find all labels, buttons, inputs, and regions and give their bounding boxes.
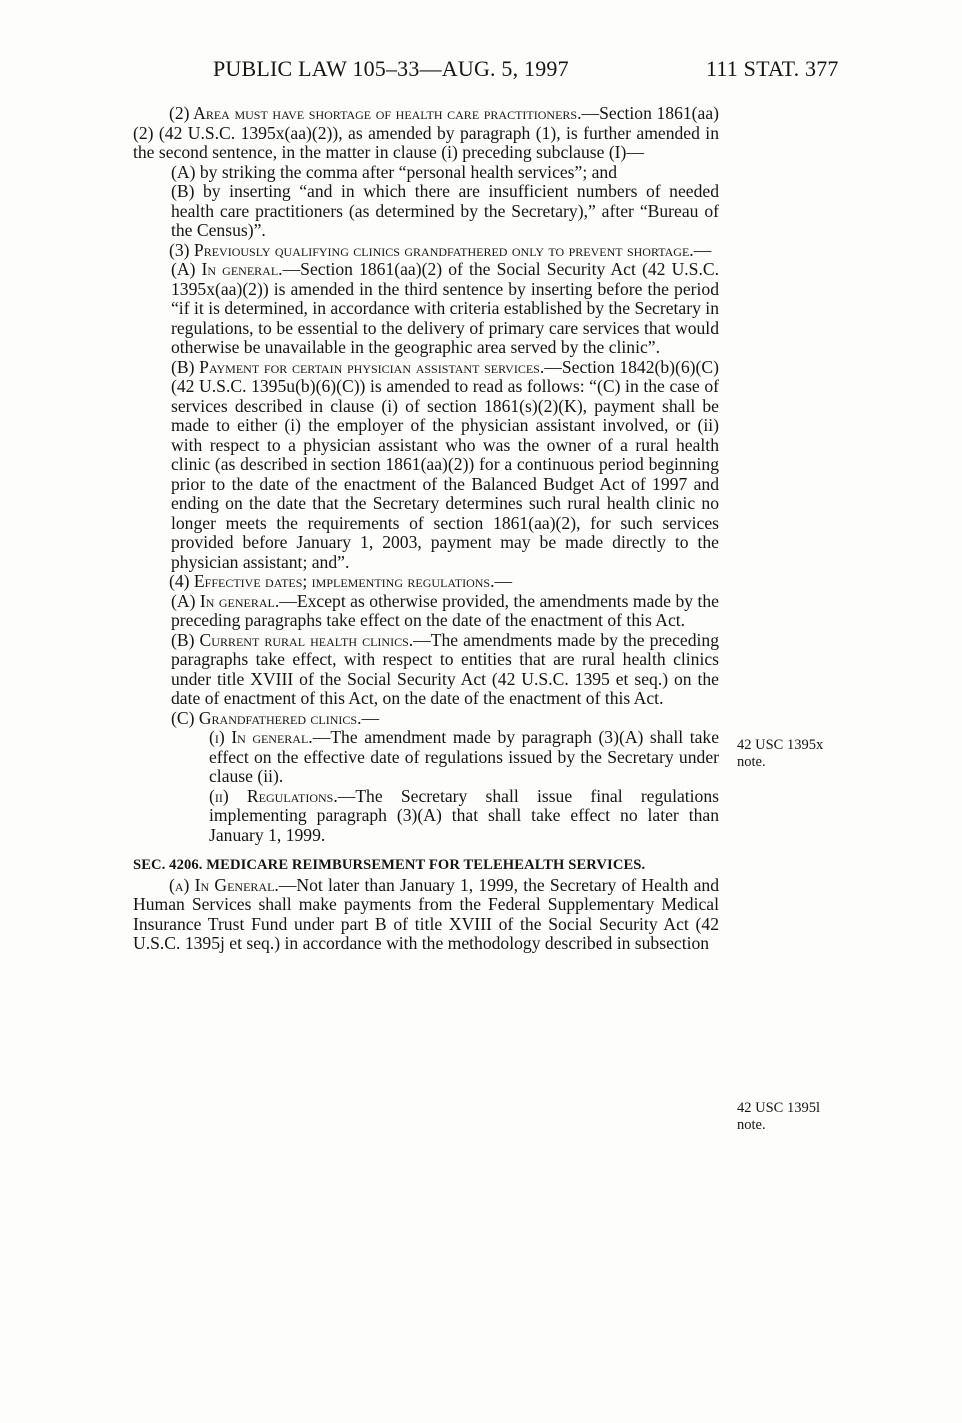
margin-note-1 (737, 737, 823, 771)
paragraph-text: —The Secretary shall issue final regulations implementing paragraph (3)(A) that shall take effect no later than January 1, 1999. (209, 785, 719, 845)
subparagraph-4b (133, 631, 719, 709)
paragraph-2 (133, 104, 719, 163)
section-heading: SEC. 4206. MEDICARE REIMBURSEMENT FOR TELEHEALTH SERVICES. (133, 857, 646, 873)
running-header-left: PUBLIC LAW 105–33—AUG. 5, 1997 (213, 56, 569, 81)
body-text (133, 104, 719, 954)
subparagraph-4a (133, 592, 719, 631)
paragraph-heading: (B) Payment for certain physician assistant services. (171, 356, 545, 377)
margin-note-label: note. (737, 1117, 766, 1133)
paragraph-text: — (693, 239, 712, 260)
margin-note-2 (737, 1100, 820, 1134)
paragraph-heading: (a) In General. (169, 874, 279, 895)
paragraph-heading: (3) Previously qualifying clinics grandfathered only to prevent shortage. (169, 239, 694, 260)
paragraph-text: — (494, 571, 513, 591)
paragraph-text: —The amendments made by the preceding paragraphs take effect, with respect to entities that are rural health clinics under title XVIII of the Social Security Act (42 U.S.C. 1395 et seq.) on the date of enactment of this Act, on the date of the enactment of this Act. (171, 629, 719, 708)
paragraph-text: — (361, 707, 380, 728)
subparagraph-2b: (B) by inserting “and in which there are insufficient numbers of needed health care practitioners (as determined by the Secretary),” after “Bureau of the Census)”. (171, 181, 719, 240)
subparagraph-3b (133, 358, 719, 573)
subparagraph-3a (133, 260, 719, 358)
margin-note-label: note. (737, 754, 766, 770)
subparagraph-2a: (A) by striking the comma after “personal health services”; and (171, 161, 618, 182)
margin-note-citation: 42 USC 1395x (737, 737, 824, 753)
paragraph-text: —Not later than January 1, 1999, the Secretary of Health and Human Services shall make payments from the Federal Supplementary Medical Insurance Trust Fund under part B of title XVIII of the Social Security Act (42 U.S.C. 1395j et seq.) in accordance with the methodology described in subsection (133, 874, 719, 953)
paragraph-heading: (C) Grandfathered clinics. (171, 707, 362, 728)
paragraph-heading: (2) Area must have shortage of health care practitioners. (169, 103, 582, 123)
paragraph-heading: (B) Current rural health clinics. (171, 629, 414, 650)
paragraph-text: —The amendment made by paragraph (3)(A) shall take effect on the effective date of regulations issued by the Secretary under clause (ii). (209, 727, 719, 786)
margin-note-citation: 42 USC 1395l (737, 1100, 820, 1116)
paragraph-heading: (A) In general. (171, 590, 280, 611)
paragraph-heading: (4) Effective dates; implementing regulations. (169, 571, 495, 591)
subparagraph-4c (133, 709, 719, 729)
paragraph-text: —Section 1861(aa)(2) of the Social Security Act (42 U.S.C. 1395x(aa)(2)) is amended in the third sentence by inserting before the period “if it is determined, in accordance with criteria established by the Secretary in regulations, to be essential to the delivery of primary care services that would otherwise be unavailable in the geographic area served by the clinic”. (171, 259, 719, 357)
paragraph-4 (133, 572, 719, 592)
paragraph-text: —Section 1861(aa)(2) (42 U.S.C. 1395x(aa)(2)), as amended by paragraph (1), is further amended in the second sentence, in the matter in clause (i) preceding subclause (I)— (133, 103, 719, 162)
page-number: 111 STAT. 377 (706, 56, 839, 81)
paragraph-heading: (A) In general. (171, 259, 283, 279)
clause-4c-ii (133, 787, 719, 846)
clause-4c-i (133, 728, 719, 787)
paragraph-3 (133, 241, 719, 261)
subsection-a (133, 876, 719, 954)
paragraph-heading: (ii) Regulations. (209, 785, 338, 806)
paragraph-text: —Except as otherwise provided, the amendments made by the preceding paragraphs take effect on the date of the enactment of this Act. (171, 590, 719, 630)
paragraph-heading: (i) In general. (209, 727, 313, 747)
paragraph-text: —Section 1842(b)(6)(C) (42 U.S.C. 1395u(b)(6)(C)) is amended to read as follows: “(C) in the case of services described in clause (i) of section 1861(s)(2)(K), payment shall be made to either (i) the employer of the physician assistant involved, or (ii) with respect to a physician assistant who was the owner of a rural health clinic (as described in section 1861(aa)(2)) for a continuous period beginning prior to the date of the enactment of the Balanced Budget Act of 1997 and ending on the date that the Secretary determines such rural health clinic no longer meets the requirements of section 1861(aa)(2), for such services provided before January 1, 2003, payment may be made directly to the physician assistant; and”. (171, 356, 719, 572)
